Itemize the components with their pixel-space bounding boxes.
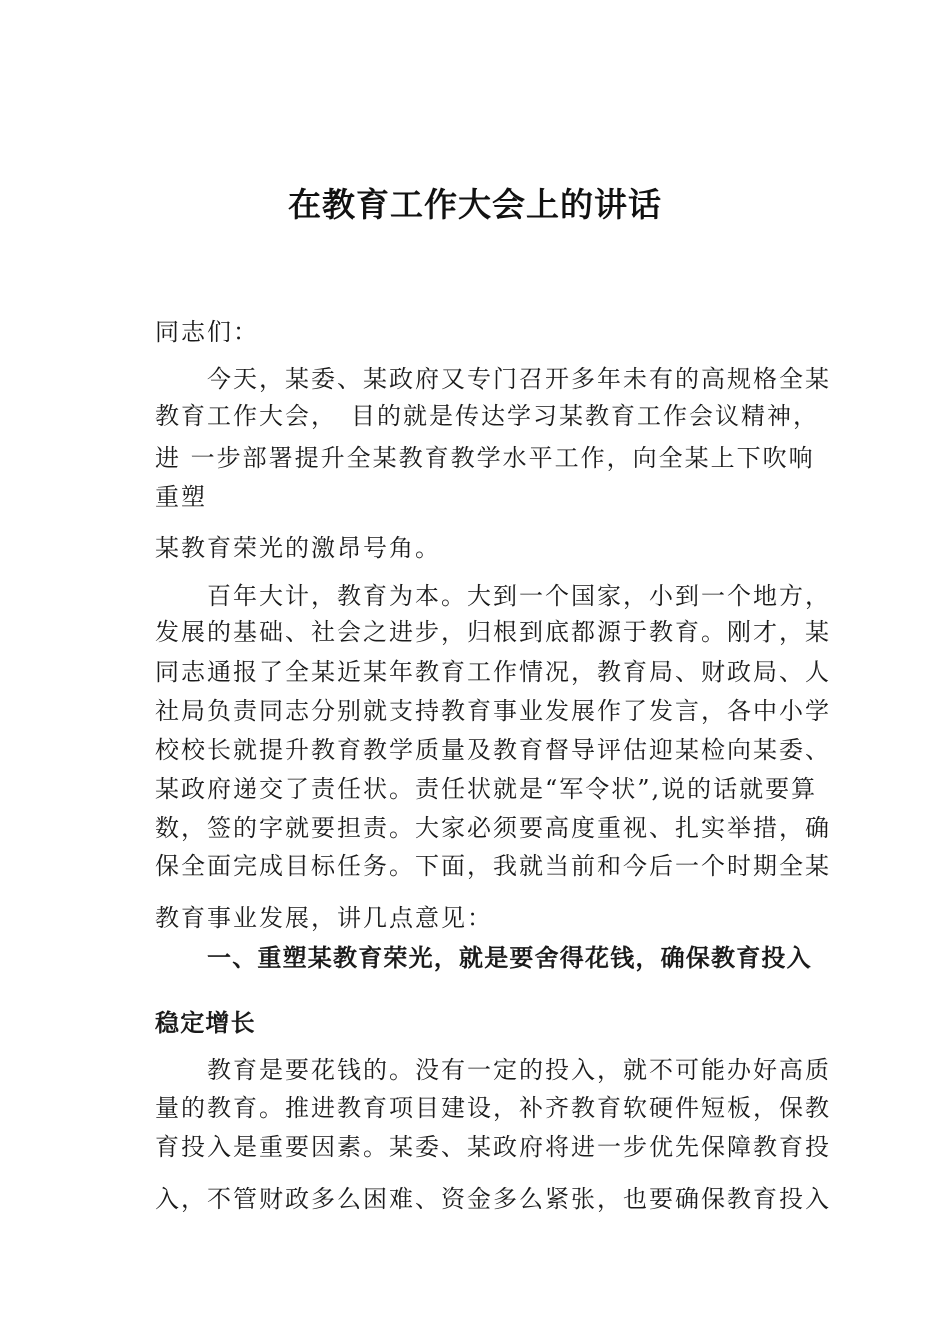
paragraph-line: 某政府递交了责任状。责任状就是“军令状”,说的话就要算 (155, 775, 818, 803)
paragraph-line: 教育是要花钱的。没有一定的投入，就不可能办好高质 (207, 1056, 831, 1084)
paragraph-line: 某教育荣光的激昂号角。 (155, 534, 441, 562)
salutation: 同志们： (155, 318, 259, 346)
paragraph-line: 教育工作大会， 目的就是传达学习某教育工作会议精神， (155, 402, 819, 430)
paragraph-line: 今天，某委、某政府又专门召开多年未有的高规格全某 (207, 365, 831, 393)
paragraph-line: 百年大计，教育为本。大到一个国家，小到一个地方， (207, 582, 831, 610)
document-title: 在教育工作大会上的讲话 (288, 185, 662, 224)
paragraph-line: 进 一步部署提升全某教育教学水平工作，向全某上下吹响 (155, 444, 815, 472)
paragraph-line: 育投入是重要因素。某委、某政府将进一步优先保障教育投 (155, 1133, 831, 1161)
paragraph-line: 发展的基础、社会之进步，归根到底都源于教育。刚才，某 (155, 618, 831, 646)
paragraph-line: 数，签的字就要担责。大家必须要高度重视、扎实举措，确 (155, 814, 831, 842)
paragraph-line: 同志通报了全某近某年教育工作情况，教育局、财政局、人 (155, 658, 831, 686)
section-heading: 一、重塑某教育荣光，就是要舍得花钱，确保教育投入 (207, 944, 812, 972)
section-heading: 稳定增长 (155, 1009, 256, 1037)
paragraph-line: 教育事业发展，讲几点意见： (155, 904, 493, 932)
paragraph-line: 保全面完成目标任务。下面，我就当前和今后一个时期全某 (155, 852, 831, 880)
paragraph-line: 校校长就提升教育教学质量及教育督导评估迎某检向某委、 (155, 736, 831, 764)
paragraph-line: 重塑 (155, 483, 207, 511)
paragraph-line: 入，不管财政多么困难、资金多么紧张，也要确保教育投入 (155, 1185, 831, 1213)
paragraph-line: 社局负责同志分别就支持教育事业发展作了发言，各中小学 (155, 697, 831, 725)
paragraph-line: 量的教育。推进教育项目建设，补齐教育软硬件短板，保教 (155, 1094, 831, 1122)
